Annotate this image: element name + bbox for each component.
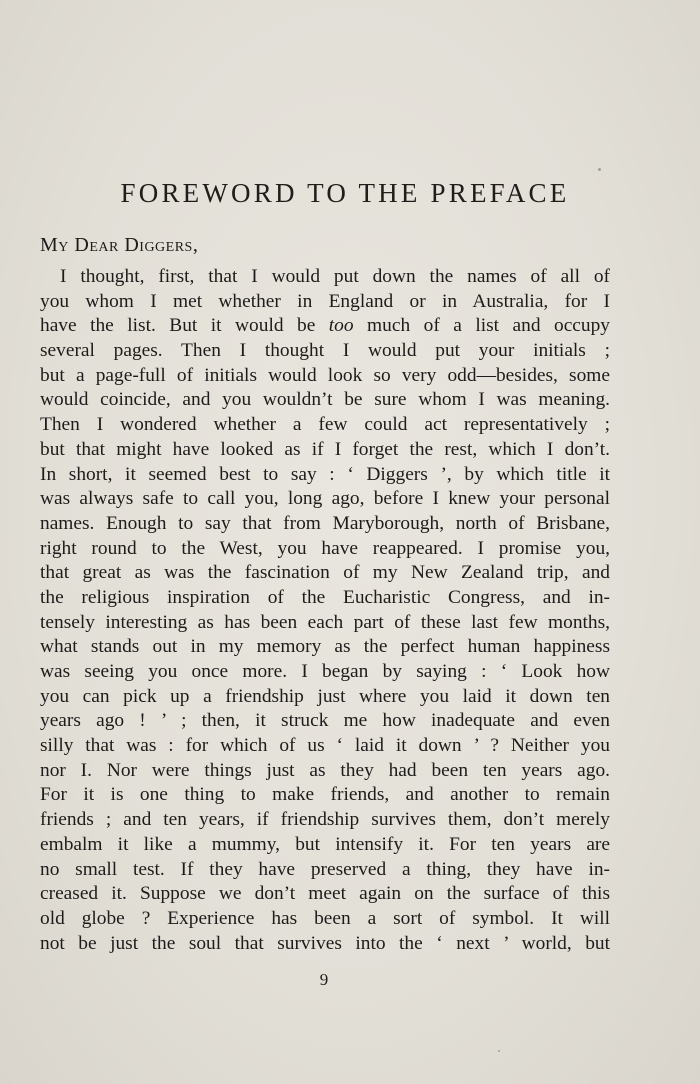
paper-speck <box>598 168 601 171</box>
text-fragment: much of a list and occupy <box>353 315 611 337</box>
text-line: but that might have looked as if I forget the rest, which I don’t. <box>40 438 610 460</box>
text-line: nor I. Nor were things just as they had been ten years ago. <box>40 759 610 781</box>
text-line: you whom I met whether in England or in Australia, for I <box>40 290 610 312</box>
text-line: was always safe to call you, long ago, before I knew your personal <box>40 488 610 510</box>
text-line: you can pick up a friendship just where you laid it down ten <box>40 685 610 707</box>
text-line: years ago ! ’ ; then, it struck me how inadequate and even <box>40 710 610 732</box>
body-text <box>40 265 610 956</box>
text-line <box>40 314 610 339</box>
text-line: names. Enough to say that from Maryborough, north of Brisbane, <box>40 512 610 534</box>
text-line: but a page-full of initials would look so very odd—besides, some <box>40 364 610 386</box>
paper-speck <box>498 1050 500 1052</box>
text-line: that great as was the fascination of my New Zealand trip, and <box>40 562 610 584</box>
text-line: right round to the West, you have reappeared. I promise you, <box>40 537 610 559</box>
text-line: several pages. Then I thought I would put your initials ; <box>40 340 610 362</box>
text-line: no small test. If they have preserved a thing, they have in- <box>40 858 610 880</box>
text-line: what stands out in my memory as the perfect human happiness <box>40 636 610 658</box>
salutation: My Dear Diggers, <box>40 234 199 256</box>
text-line: I thought, first, that I would put down the names of all of <box>60 266 610 287</box>
text-line: would coincide, and you wouldn’t be sure whom I was meaning. <box>40 389 610 411</box>
text-fragment: have the list. But it would be <box>40 315 329 337</box>
text-line: silly that was : for which of us ‘ laid it down ’ ? Neither you <box>40 735 610 757</box>
text-line: embalm it like a mummy, but intensify it. For ten years are <box>40 833 610 855</box>
text-line: the religious inspiration of the Eucharistic Congress, and in- <box>40 586 610 608</box>
text-line: In short, it seemed best to say : ‘ Diggers ’, by which title it <box>40 463 610 485</box>
text-line: creased it. Suppose we don’t meet again on the surface of this <box>40 883 610 905</box>
text-line: old globe ? Experience has been a sort of symbol. It will <box>40 907 610 929</box>
page-number: 9 <box>319 970 329 989</box>
text-line: friends ; and ten years, if friendship survives them, don’t merely <box>40 809 610 831</box>
text-line: Then I wondered whether a few could act representatively ; <box>40 414 610 436</box>
text-line: tensely interesting as has been each part of these last few months, <box>40 611 610 633</box>
text-line: was seeing you once more. I began by saying : ‘ Look how <box>40 661 610 682</box>
italic-word: too <box>328 315 354 337</box>
text-line: not be just the soul that survives into the ‘ next ’ world, but <box>40 932 610 954</box>
page-heading: FOREWORD TO THE PREFACE <box>120 178 570 208</box>
text-line: For it is one thing to make friends, and another to remain <box>40 784 610 806</box>
